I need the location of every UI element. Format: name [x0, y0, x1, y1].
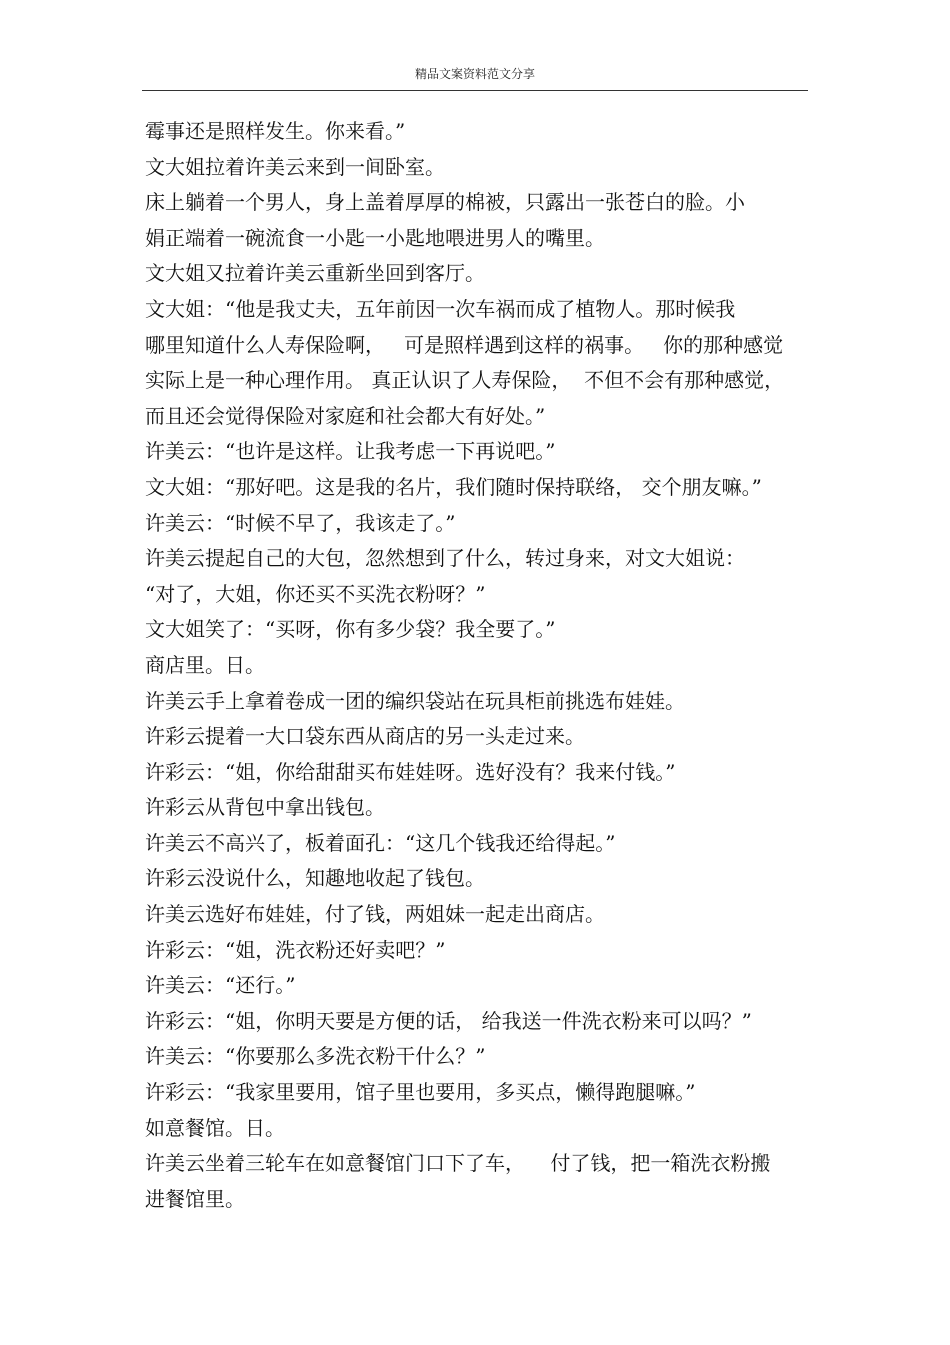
text-line: 床上躺着一个男人，身上盖着厚厚的棉被，只露出一张苍白的脸。小: [145, 190, 745, 215]
text-line: 许美云：“你要那么多洗衣粉干什么？”: [145, 1044, 486, 1069]
text-line: 文大姐：“那好吧。这是我的名片，我们随时保持联络， 交个朋友嘛。”: [145, 474, 762, 499]
text-line: 许彩云没说什么，知趣地收起了钱包。: [145, 866, 485, 891]
header-divider: [142, 90, 808, 91]
text-line: 许美云手上拿着卷成一团的编织袋站在玩具柜前挑选布娃娃。: [145, 688, 685, 713]
text-line: 许美云选好布娃娃，付了钱，两姐妹一起走出商店。: [145, 902, 605, 927]
page-header: 精品文案资料范文分享: [414, 67, 535, 81]
text-line: 娟正端着一碗流食一小匙一小匙地喂进男人的嘴里。: [145, 225, 605, 250]
text-line: 许彩云提着一大口袋东西从商店的另一头走过来。: [145, 724, 585, 749]
text-line: 文大姐笑了：“买呀，你有多少袋？我全要了。”: [145, 617, 556, 642]
text-line: 霉事还是照样发生。你来看。”: [145, 119, 406, 143]
text-line: 许美云：“也许是这样。让我考虑一下再说吧。”: [145, 439, 556, 464]
text-line: 文大姐又拉着许美云重新坐回到客厅。: [145, 261, 485, 286]
text-line: 许彩云：“我家里要用，馆子里也要用，多买点，懒得跑腿嘛。”: [145, 1080, 696, 1105]
text-line: 哪里知道什么人寿保险啊， 可是照样遇到这样的祸事。 你的那种感觉: [145, 332, 784, 357]
text-line: 许美云不高兴了，板着面孔：“这几个钱我还给得起。”: [145, 830, 616, 855]
text-line: 而且还会觉得保险对家庭和社会都大有好处。”: [145, 403, 546, 428]
text-line: 许彩云：“姐，你明天要是方便的话， 给我送一件洗衣粉来可以吗？”: [145, 1008, 752, 1033]
text-line: “对了，大姐，你还买不买洗衣粉呀？”: [145, 581, 486, 606]
text-line: 许彩云：“姐，你给甜甜买布娃娃呀。选好没有？我来付钱。”: [145, 759, 676, 784]
text-line: 进餐馆里。: [145, 1186, 245, 1211]
text-line: 文大姐拉着许美云来到一间卧室。: [145, 154, 445, 179]
text-line: 许美云：“还行。”: [145, 973, 296, 998]
text-line: 许彩云从背包中拿出钱包。: [145, 795, 385, 820]
body-text: [145, 114, 825, 1217]
text-line: 文大姐：“他是我丈夫，五年前因一次车祸而成了植物人。那时候我: [145, 296, 736, 321]
text-line: 实际上是一种心理作用。 真正认识了人寿保险， 不但不会有那种感觉，: [145, 368, 785, 393]
text-line: 商店里。日。: [145, 652, 265, 677]
text-line: 许美云提起自己的大包，忽然想到了什么，转过身来，对文大姐说：: [145, 546, 745, 571]
text-line: 许美云坐着三轮车在如意餐馆门口下了车， 付了钱，把一箱洗衣粉搬: [145, 1151, 771, 1176]
text-line: 如意餐馆。日。: [145, 1115, 285, 1140]
text-line: 许彩云：“姐，洗衣粉还好卖吧？”: [145, 937, 446, 962]
text-line: 许美云：“时候不早了，我该走了。”: [145, 510, 456, 535]
